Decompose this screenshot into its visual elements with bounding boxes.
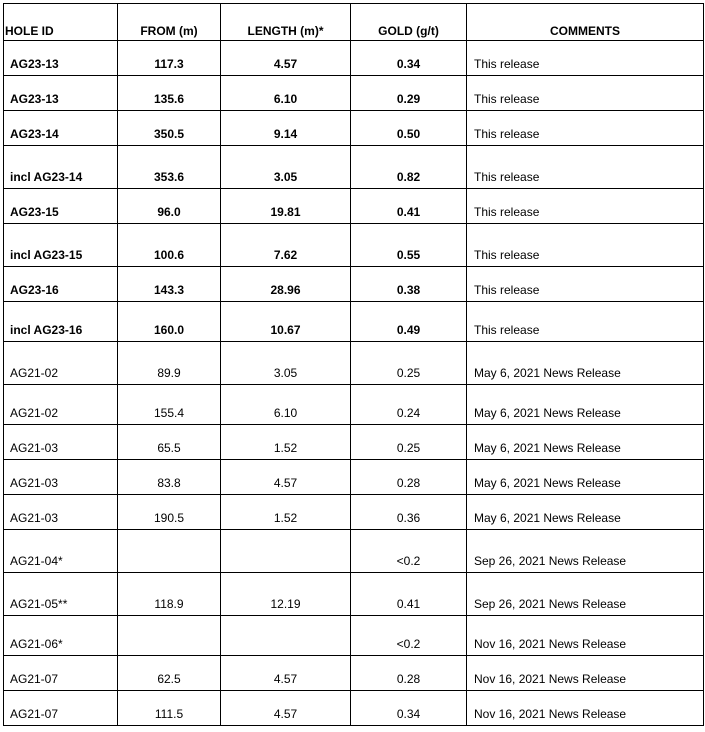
- cell-gold: 0.38: [351, 267, 467, 302]
- cell-length: [221, 530, 351, 573]
- cell-from: 143.3: [118, 267, 221, 302]
- header-from: FROM (m): [118, 4, 221, 41]
- cell-comments: Sep 26, 2021 News Release: [467, 530, 704, 573]
- cell-from: [118, 616, 221, 656]
- cell-hole-id: AG21-07: [4, 656, 118, 691]
- table-row: [4, 267, 704, 302]
- cell-comments: This release: [467, 267, 704, 302]
- table-row: [4, 342, 704, 385]
- cell-hole-id: AG21-06*: [4, 616, 118, 656]
- cell-from: 135.6: [118, 76, 221, 111]
- cell-gold: 0.24: [351, 385, 467, 425]
- cell-gold: 0.28: [351, 460, 467, 495]
- cell-gold: 0.28: [351, 656, 467, 691]
- table-body: [4, 41, 704, 726]
- cell-comments: This release: [467, 302, 704, 342]
- cell-gold: 0.25: [351, 342, 467, 385]
- table-row: [4, 76, 704, 111]
- cell-hole-id: AG21-02: [4, 385, 118, 425]
- cell-gold: 0.25: [351, 425, 467, 460]
- cell-length: 4.57: [221, 691, 351, 726]
- cell-gold: 0.34: [351, 41, 467, 76]
- cell-comments: This release: [467, 111, 704, 146]
- table-row: [4, 616, 704, 656]
- cell-comments: Sep 26, 2021 News Release: [467, 573, 704, 616]
- cell-hole-id: AG21-04*: [4, 530, 118, 573]
- cell-from: 353.6: [118, 146, 221, 189]
- cell-length: [221, 616, 351, 656]
- cell-hole-id: AG21-05**: [4, 573, 118, 616]
- cell-hole-id: AG21-02: [4, 342, 118, 385]
- drill-results-table-container: [3, 3, 704, 726]
- table-row: [4, 495, 704, 530]
- cell-gold: 0.50: [351, 111, 467, 146]
- cell-hole-id: AG21-03: [4, 425, 118, 460]
- cell-comments: Nov 16, 2021 News Release: [467, 656, 704, 691]
- cell-length: 3.05: [221, 342, 351, 385]
- table-row: [4, 302, 704, 342]
- header-length: LENGTH (m)*: [221, 4, 351, 41]
- drill-results-table: [3, 3, 704, 726]
- cell-gold: <0.2: [351, 616, 467, 656]
- cell-gold: 0.41: [351, 189, 467, 224]
- cell-length: 4.57: [221, 656, 351, 691]
- cell-hole-id: AG23-14: [4, 111, 118, 146]
- cell-length: 28.96: [221, 267, 351, 302]
- table-row: [4, 111, 704, 146]
- cell-length: 4.57: [221, 460, 351, 495]
- table-row: [4, 385, 704, 425]
- cell-gold: 0.55: [351, 224, 467, 267]
- cell-gold: 0.41: [351, 573, 467, 616]
- cell-comments: Nov 16, 2021 News Release: [467, 616, 704, 656]
- cell-from: 89.9: [118, 342, 221, 385]
- table-row: [4, 691, 704, 726]
- cell-gold: 0.29: [351, 76, 467, 111]
- cell-comments: This release: [467, 224, 704, 267]
- cell-length: 10.67: [221, 302, 351, 342]
- cell-comments: This release: [467, 76, 704, 111]
- cell-from: 118.9: [118, 573, 221, 616]
- cell-from: 83.8: [118, 460, 221, 495]
- cell-from: 155.4: [118, 385, 221, 425]
- cell-hole-id: AG21-03: [4, 495, 118, 530]
- cell-from: 111.5: [118, 691, 221, 726]
- table-row: [4, 530, 704, 573]
- table-row: [4, 460, 704, 495]
- header-comments: COMMENTS: [467, 4, 704, 41]
- cell-comments: Nov 16, 2021 News Release: [467, 691, 704, 726]
- table-row: [4, 656, 704, 691]
- cell-length: 19.81: [221, 189, 351, 224]
- cell-hole-id: AG23-15: [4, 189, 118, 224]
- cell-from: 160.0: [118, 302, 221, 342]
- cell-comments: May 6, 2021 News Release: [467, 460, 704, 495]
- cell-gold: 0.49: [351, 302, 467, 342]
- cell-length: 12.19: [221, 573, 351, 616]
- cell-from: 117.3: [118, 41, 221, 76]
- cell-comments: This release: [467, 189, 704, 224]
- cell-length: 6.10: [221, 76, 351, 111]
- cell-length: 9.14: [221, 111, 351, 146]
- cell-hole-id: incl AG23-16: [4, 302, 118, 342]
- table-row: [4, 189, 704, 224]
- cell-length: 7.62: [221, 224, 351, 267]
- cell-hole-id: AG23-13: [4, 41, 118, 76]
- cell-length: 1.52: [221, 495, 351, 530]
- cell-hole-id: incl AG23-15: [4, 224, 118, 267]
- header-gold: GOLD (g/t): [351, 4, 467, 41]
- cell-from: 100.6: [118, 224, 221, 267]
- header-hole-id: HOLE ID: [4, 4, 118, 41]
- cell-hole-id: AG21-03: [4, 460, 118, 495]
- cell-from: [118, 530, 221, 573]
- cell-length: 6.10: [221, 385, 351, 425]
- cell-length: 3.05: [221, 146, 351, 189]
- cell-gold: 0.36: [351, 495, 467, 530]
- cell-comments: May 6, 2021 News Release: [467, 425, 704, 460]
- cell-comments: May 6, 2021 News Release: [467, 385, 704, 425]
- cell-comments: May 6, 2021 News Release: [467, 495, 704, 530]
- cell-from: 190.5: [118, 495, 221, 530]
- cell-from: 96.0: [118, 189, 221, 224]
- table-row: [4, 41, 704, 76]
- cell-comments: May 6, 2021 News Release: [467, 342, 704, 385]
- cell-hole-id: incl AG23-14: [4, 146, 118, 189]
- cell-from: 65.5: [118, 425, 221, 460]
- table-row: [4, 425, 704, 460]
- cell-length: 1.52: [221, 425, 351, 460]
- cell-gold: 0.82: [351, 146, 467, 189]
- cell-gold: 0.34: [351, 691, 467, 726]
- table-row: [4, 573, 704, 616]
- cell-from: 350.5: [118, 111, 221, 146]
- cell-gold: <0.2: [351, 530, 467, 573]
- cell-length: 4.57: [221, 41, 351, 76]
- cell-comments: This release: [467, 41, 704, 76]
- table-row: [4, 146, 704, 189]
- cell-hole-id: AG23-13: [4, 76, 118, 111]
- table-header-row: [4, 4, 704, 41]
- cell-hole-id: AG21-07: [4, 691, 118, 726]
- table-row: [4, 224, 704, 267]
- cell-hole-id: AG23-16: [4, 267, 118, 302]
- cell-comments: This release: [467, 146, 704, 189]
- cell-from: 62.5: [118, 656, 221, 691]
